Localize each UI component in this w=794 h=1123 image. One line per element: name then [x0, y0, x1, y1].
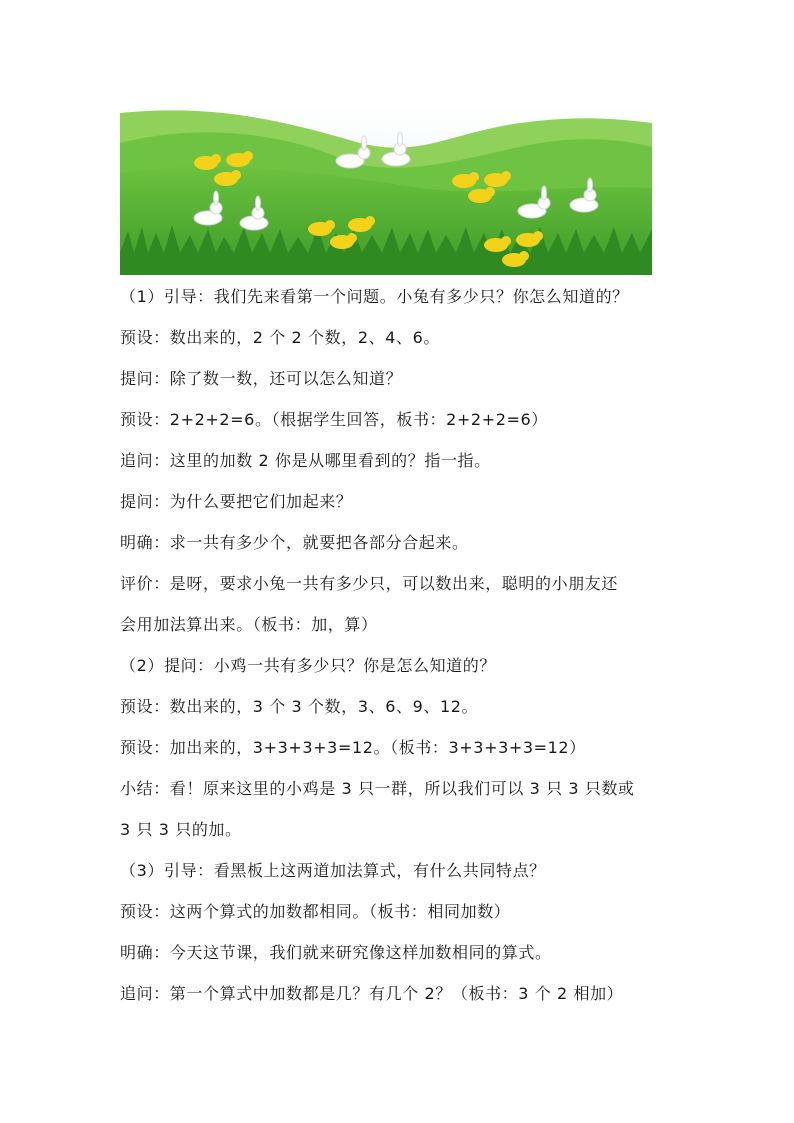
text-line: 明确：今天这节课，我们就来研究像这样加数相同的算式。: [120, 943, 552, 962]
text-line: 小结：看！原来这里的小鸡是 3 只一群，所以我们可以 3 只 3 只数或: [120, 779, 635, 798]
text-line: （1）引导：我们先来看第一个问题。小兔有多少只？你怎么知道的？: [120, 287, 629, 306]
meadow-illustration: [120, 103, 652, 275]
text-line: 提问：除了数一数，还可以怎么知道？: [120, 369, 403, 388]
text-line: 会用加法算出来。（板书：加，算）: [120, 615, 378, 634]
text-line: 明确：求一共有多少个，就要把各部分合起来。: [120, 533, 469, 552]
text-line: 评价：是呀，要求小兔一共有多少只，可以数出来，聪明的小朋友还: [120, 574, 619, 593]
text-line: 预设：2+2+2=6。（根据学生回答，板书：2+2+2=6）: [120, 410, 548, 429]
text-line: 3 只 3 只的加。: [120, 820, 242, 839]
lesson-text: [120, 287, 680, 1025]
text-line: 预设：这两个算式的加数都相同。（板书：相同加数）: [120, 902, 511, 921]
text-line: （2）提问：小鸡一共有多少只？你是怎么知道的？: [120, 656, 496, 675]
text-line: 提问：为什么要把它们加起来？: [120, 492, 353, 511]
text-line: 预设：数出来的，3 个 3 个数，3、6、9、12。: [120, 697, 479, 716]
text-line: 预设：数出来的，2 个 2 个数，2、4、6。: [120, 328, 440, 347]
text-line: 追问：第一个算式中加数都是几？有几个 2？（板书：3 个 2 相加）: [120, 984, 624, 1003]
text-line: 预设：加出来的，3+3+3+3=12。（板书：3+3+3+3=12）: [120, 738, 586, 757]
text-line: （3）引导：看黑板上这两道加法算式，有什么共同特点？: [120, 861, 546, 880]
text-line: 追问：这里的加数 2 你是从哪里看到的？指一指。: [120, 451, 491, 470]
